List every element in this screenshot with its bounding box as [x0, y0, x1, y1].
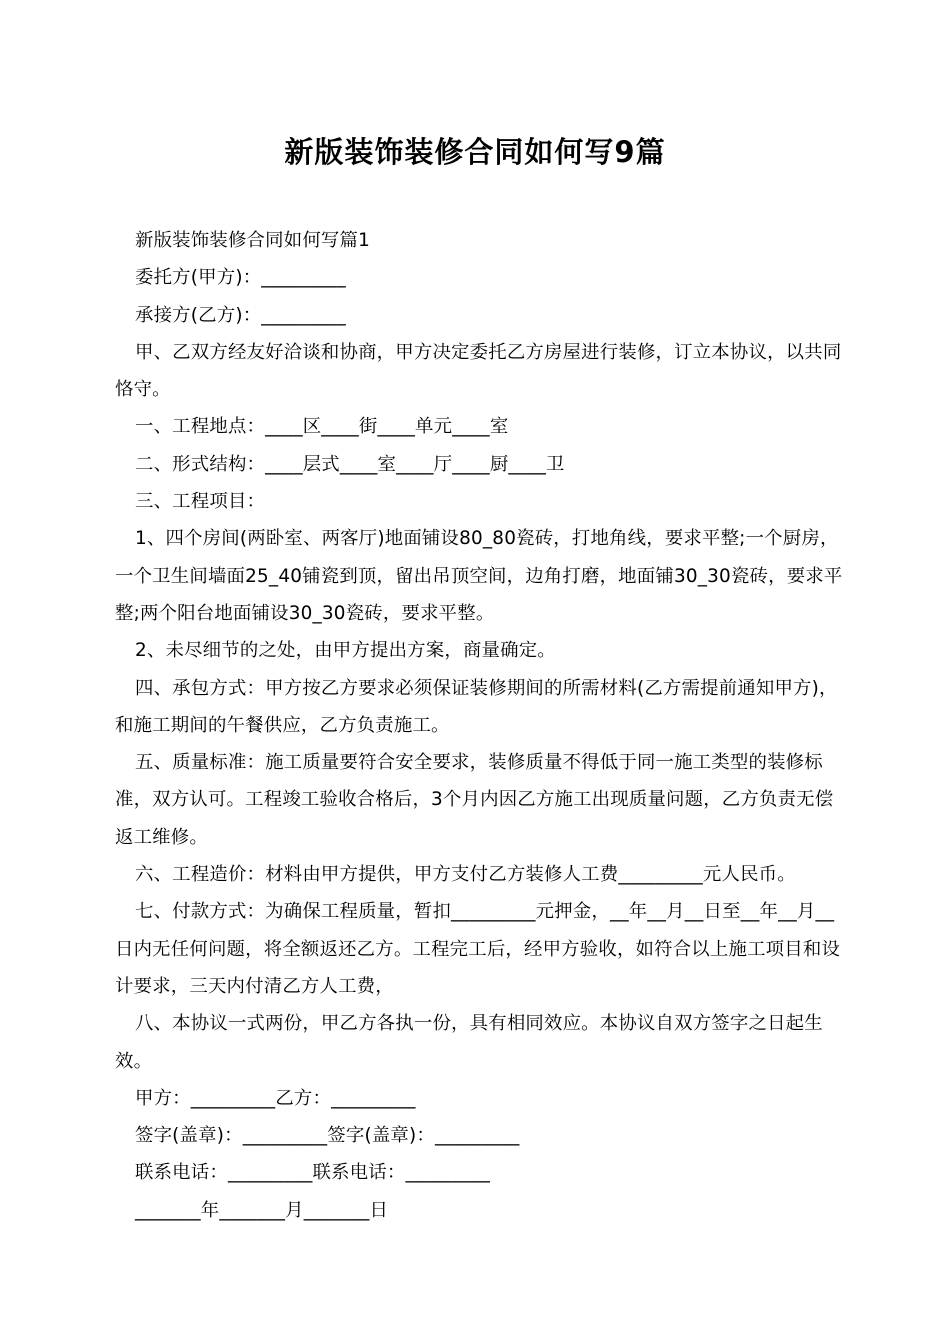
- signature-seal-line: 签字(盖章)：_________签字(盖章)：_________: [135, 1125, 520, 1147]
- clause-quality-standard: 五、质量标准：施工质量要符合安全要求，装修质量不得低于同一施工类型的装修标准，双方认可。工程竣工验收合格后，3个月内因乙方施工出现质量问题，乙方负责无偿返工维修。: [115, 752, 834, 848]
- clause-cost: 六、工程造价：材料由甲方提供，甲方支付乙方装修人工费_________元人民币。: [135, 864, 796, 886]
- preamble-paragraph: 甲、乙双方经友好洽谈和协商，甲方决定委托乙方房屋进行装修，订立本协议，以共同恪守。: [115, 341, 842, 401]
- project-item-2: 2、未尽细节的之处，由甲方提出方案，商量确定。: [135, 640, 556, 662]
- clause-payment: 七、付款方式：为确保工程质量，暂扣_________元押金，__年__月__日至__年__月__日内无任何问题，将全额返还乙方。工程完工后，经甲方验收，如符合以上施工项目和设计要求，三天内付清乙方人工费，: [115, 901, 841, 997]
- clause-contract-method: 四、承包方式：甲方按乙方要求必须保证装修期间的所需材料(乙方需提前通知甲方)，和施工期间的午餐供应，乙方负责施工。: [115, 677, 838, 736]
- document-body: [115, 222, 845, 1229]
- client-party-line: 委托方(甲方)：_________: [135, 267, 346, 289]
- section-heading: 新版装饰装修合同如何写篇1: [135, 230, 370, 251]
- project-item-1: 1、四个房间(两卧室、两客厅)地面铺设80_80瓷砖，打地角线，要求平整;一个厨房，一个卫生间墙面25_40铺瓷到顶，留出吊顶空间，边角打磨，地面铺30_30瓷砖，要求平整;两个阳台地面铺设30_30瓷砖，要求平整。: [115, 528, 843, 624]
- clause-structure: 二、形式结构：____层式____室____厅____厨____卫: [135, 453, 565, 475]
- contractor-party-line: 承接方(乙方)：_________: [135, 304, 346, 326]
- clause-project-heading: 三、工程项目：: [135, 491, 266, 513]
- signature-parties-line: 甲方：_________乙方：_________: [135, 1087, 416, 1109]
- contact-phone-line: 联系电话：_________联系电话：_________: [135, 1162, 491, 1184]
- clause-copies: 八、本协议一式两份，甲乙方各执一份，具有相同效应。本协议自双方签字之日起生效。: [115, 1013, 823, 1072]
- clause-location: 一、工程地点：____区____街____单元____室: [135, 416, 509, 438]
- document-title: 新版装饰装修合同如何写9篇: [284, 135, 666, 169]
- date-line: _______年_______月_______日: [135, 1199, 389, 1221]
